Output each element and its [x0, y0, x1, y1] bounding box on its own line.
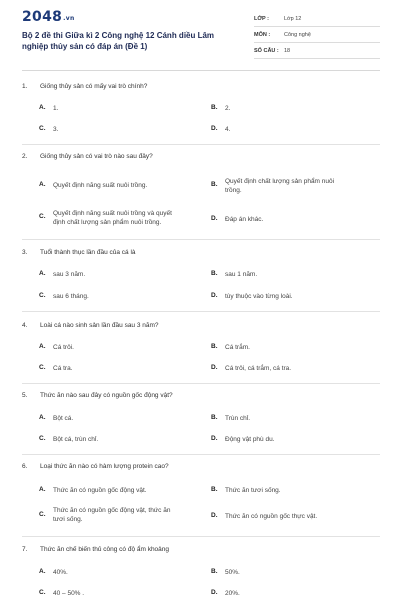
- option-letter: B.: [211, 104, 218, 111]
- option-text: Đáp án khác.: [225, 216, 264, 223]
- option-letter: B.: [211, 486, 218, 493]
- question-divider: [22, 239, 380, 240]
- option-letter: D.: [211, 589, 218, 596]
- question-number: 5.: [22, 392, 28, 399]
- option-letter: D.: [211, 435, 218, 442]
- meta-key: SỐ CÂU :: [254, 48, 279, 54]
- option-letter: A.: [39, 568, 46, 575]
- option-text: Thức ăn có nguồn gốc động vật.: [53, 487, 147, 494]
- question-divider: [22, 536, 380, 537]
- option-letter: D.: [211, 215, 218, 222]
- meta-value: Lớp 12: [284, 16, 302, 22]
- option-text: Quyết định năng suất nuôi trồng và quyết định chất lượng sản phẩm nuôi trồng.: [53, 210, 172, 226]
- option-text: Cá trắm.: [225, 344, 250, 351]
- option-text: Cá trôi.: [53, 344, 74, 351]
- question-text: Giống thủy sản có mấy vai trò chính?: [40, 83, 148, 90]
- option-letter: A.: [39, 486, 46, 493]
- question-divider: [22, 454, 380, 455]
- question-text: Loại thức ăn nào có hàm lượng protein cao?: [40, 463, 169, 470]
- option-letter: A.: [39, 414, 46, 421]
- question-text: Loài cá nào sinh sản lần đầu sau 3 năm?: [40, 322, 159, 329]
- option-text: 40 – 50% .: [53, 590, 85, 597]
- logo-text: 2048: [22, 9, 63, 25]
- option-letter: C.: [39, 213, 46, 220]
- meta-value: Công nghệ: [284, 32, 311, 38]
- option-letter: A.: [39, 270, 46, 277]
- question-number: 6.: [22, 463, 28, 470]
- meta-key: LỚP :: [254, 16, 269, 22]
- question-text: Tuổi thành thục lần đầu của cá là: [40, 249, 136, 256]
- option-letter: B.: [211, 414, 218, 421]
- option-letter: C.: [39, 125, 46, 132]
- question-text: Thức ăn nào sau đây có nguồn gốc động vật?: [40, 392, 173, 399]
- question-text: Thức ăn chế biến thủ công có độ ẩm khoảng: [40, 546, 170, 553]
- option-text: Động vật phù du.: [225, 436, 275, 443]
- option-text: Trùn chỉ.: [225, 415, 251, 422]
- option-text: 4.: [225, 126, 231, 133]
- meta-value: 18: [284, 48, 291, 54]
- question-number: 7.: [22, 546, 28, 553]
- option-letter: B.: [211, 181, 218, 188]
- option-letter: D.: [211, 364, 218, 371]
- option-text: sau 1 năm.: [225, 271, 258, 278]
- meta-key: MÔN :: [254, 32, 271, 38]
- question-divider: [22, 383, 380, 384]
- option-text: 1.: [53, 105, 59, 112]
- option-text: Thức ăn có nguồn gốc thực vật.: [225, 513, 318, 520]
- option-text: Cá trôi, cá trắm, cá tra.: [225, 365, 292, 372]
- option-letter: B.: [211, 270, 218, 277]
- option-letter: B.: [211, 343, 218, 350]
- question-divider: [22, 311, 380, 312]
- header-divider: [22, 70, 380, 71]
- option-letter: A.: [39, 343, 46, 350]
- option-text: Quyết định năng suất nuôi trồng.: [53, 182, 148, 189]
- option-letter: D.: [211, 292, 218, 299]
- meta-subject: [254, 30, 380, 43]
- site-logo[interactable]: [22, 9, 75, 25]
- option-text: Thức ăn có nguồn gốc động vật, thức ăn tươi sống.: [53, 507, 171, 523]
- logo-suffix: .vn: [63, 15, 75, 22]
- document-title: Bộ 2 đề thi Giữa kì 2 Công nghệ 12 Cánh diều Lâm nghiệp thủy sản có đáp án (Đề 1): [22, 31, 215, 51]
- option-text: Thức ăn tươi sống.: [225, 487, 281, 494]
- meta-class: [254, 14, 380, 27]
- option-letter: C.: [39, 589, 46, 596]
- question-text: Giống thủy sản có vai trò nào sau đây?: [40, 153, 153, 160]
- option-text: 40%.: [53, 569, 68, 576]
- option-text: Bột cá, trùn chỉ.: [53, 436, 99, 443]
- option-text: 2.: [225, 105, 231, 112]
- option-letter: A.: [39, 104, 46, 111]
- option-letter: A.: [39, 181, 46, 188]
- option-text: 50%.: [225, 569, 240, 576]
- question-number: 2.: [22, 153, 28, 160]
- option-text: Quyết định chất lượng sản phẩm nuôi trồng.: [225, 178, 335, 194]
- option-letter: D.: [211, 512, 218, 519]
- option-letter: C.: [39, 292, 46, 299]
- option-text: tùy thuộc vào từng loài.: [225, 293, 293, 300]
- question-number: 4.: [22, 322, 28, 329]
- option-text: Cá tra.: [53, 365, 73, 372]
- option-text: sau 3 năm.: [53, 271, 86, 278]
- option-text: sau 6 tháng.: [53, 293, 89, 300]
- question-number: 1.: [22, 83, 28, 90]
- option-letter: D.: [211, 125, 218, 132]
- option-letter: C.: [39, 511, 46, 518]
- question-number: 3.: [22, 249, 28, 256]
- option-text: Bột cá.: [53, 415, 74, 422]
- question-divider: [22, 144, 380, 145]
- meta-question-count: [254, 46, 380, 59]
- option-text: 3.: [53, 126, 59, 133]
- option-letter: C.: [39, 435, 46, 442]
- option-text: 20%.: [225, 590, 240, 597]
- option-letter: C.: [39, 364, 46, 371]
- option-letter: B.: [211, 568, 218, 575]
